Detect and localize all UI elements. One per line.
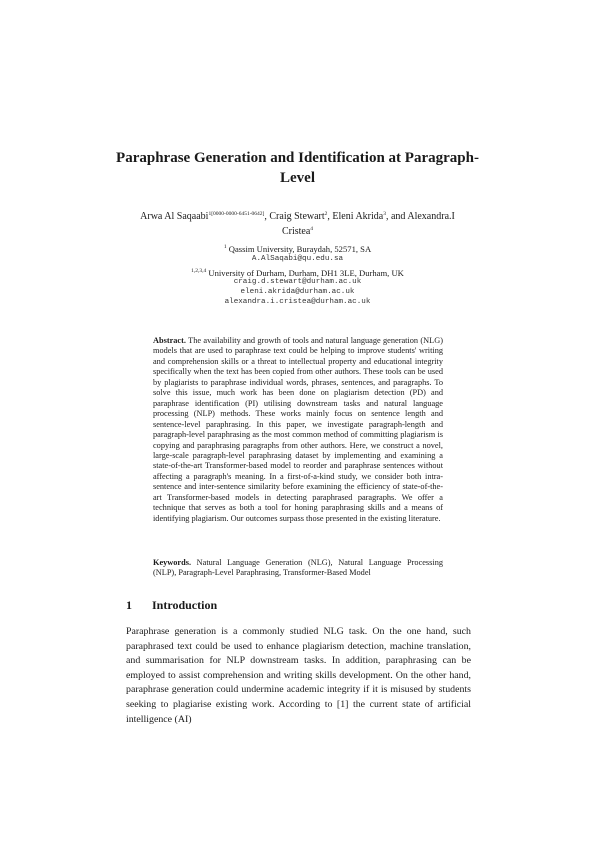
section-heading xyxy=(126,597,217,613)
author-name: Cristea xyxy=(281,226,311,237)
author-superscript: 2 xyxy=(324,211,328,217)
paper-title xyxy=(110,148,485,188)
email-4: alexandra.i.cristea@durham.ac.uk xyxy=(224,298,371,306)
email-1: A.AlSaqabi@qu.edu.sa xyxy=(251,255,344,263)
keywords-text: Natural Language Generation (NLG), Natural Language Processing (NLP), Paragraph-Level Paraphrasing, Transformer-Based Model xyxy=(153,558,443,578)
abstract xyxy=(153,336,443,524)
section-body: Paraphrase generation is a commonly studied NLG task. On the one hand, such paraphrased text could be used to enhance plagiarism detection, machine translation, and summarisation for NLP downstream tasks. In addition, paraphrasing can be employed to assist comprehension and writing skills development. On the other hand, paraphrase generation could undermine academic integrity if it is misused by students seeking to plagiarise existing work. According to [1] the current state of artificial intelligence (AI) xyxy=(126,626,471,725)
author-name: , Eleni Akrida xyxy=(327,211,384,222)
author-superscript: 3 xyxy=(383,211,386,217)
section-number: 1 xyxy=(126,598,132,612)
keywords xyxy=(153,558,443,579)
author-list xyxy=(120,208,475,238)
author-name: , and Alexandra.I xyxy=(385,211,455,222)
email-3: eleni.akrida@durham.ac.uk xyxy=(240,288,355,296)
section-title: Introduction xyxy=(152,598,218,612)
affiliation-superscript: 1 xyxy=(223,244,227,250)
author-name: , Craig Stewart xyxy=(264,211,325,222)
author-superscript: 1[0000-0000-6451-0642] xyxy=(208,211,265,217)
affiliation-text: Qassim University, Buraydah, 52571, SA xyxy=(228,244,372,254)
title-line-1: Paraphrase Generation and Identification at Paragraph- xyxy=(116,150,479,166)
abstract-text: The availability and growth of tools and natural language generation (NLG) models that are used to paraphrase text could be helping to improve students' writing and comprehension skills or a threat to intellectual property and educational integrity specifically when the text has been copied from other authors. These tools can be used by plagiarists to paraphrase individual words, phrases, sentences, and paragraphs. To solve this issue, much work has been done on plagiarism detection (PD) and paraphrase identification (PI) utilising downstream tasks and natural language processing (NLP) methods. These works mainly focus on sentence length and sentence-level paraphrasing. In this paper, we investigate paragraph-length and paragraph-level paraphrasing as the most common method of committing plagiarism is copying and paraphrasing paragraphs from other authors. Here, we construct a novel, large-scale paragraph-level paraphrasing dataset by implementing and examining a state-of-the-art Transformer-based model to reorder and paraphrase sentences without affecting a paragraph's meaning. In a first-of-a-kind study, we consider both intra-sentence and inter-sentence similarity before examining the efficiency of state-of-the-art Transformer-based models in detecting paraphrased paragraphs. We offer a technique that serves as both a tool for honing paraphrasing skills and a means of identifying plagiarism. Our outcomes surpass those presented in the existing literature. xyxy=(153,336,443,523)
abstract-label: Abstract. xyxy=(153,336,186,345)
affiliation-1 xyxy=(150,242,445,254)
author-name: Arwa Al Saqaabi xyxy=(140,211,209,222)
affiliation-text: University of Durham, Durham, DH1 3LE, Durham, UK xyxy=(208,268,404,278)
keywords-label: Keywords. xyxy=(153,558,192,567)
affiliation-superscript: 1,2,3,4 xyxy=(191,268,207,274)
author-superscript: 4 xyxy=(310,226,314,232)
email-2: craig.d.stewart@durham.ac.uk xyxy=(233,278,362,286)
title-line-2: Level xyxy=(280,170,315,186)
